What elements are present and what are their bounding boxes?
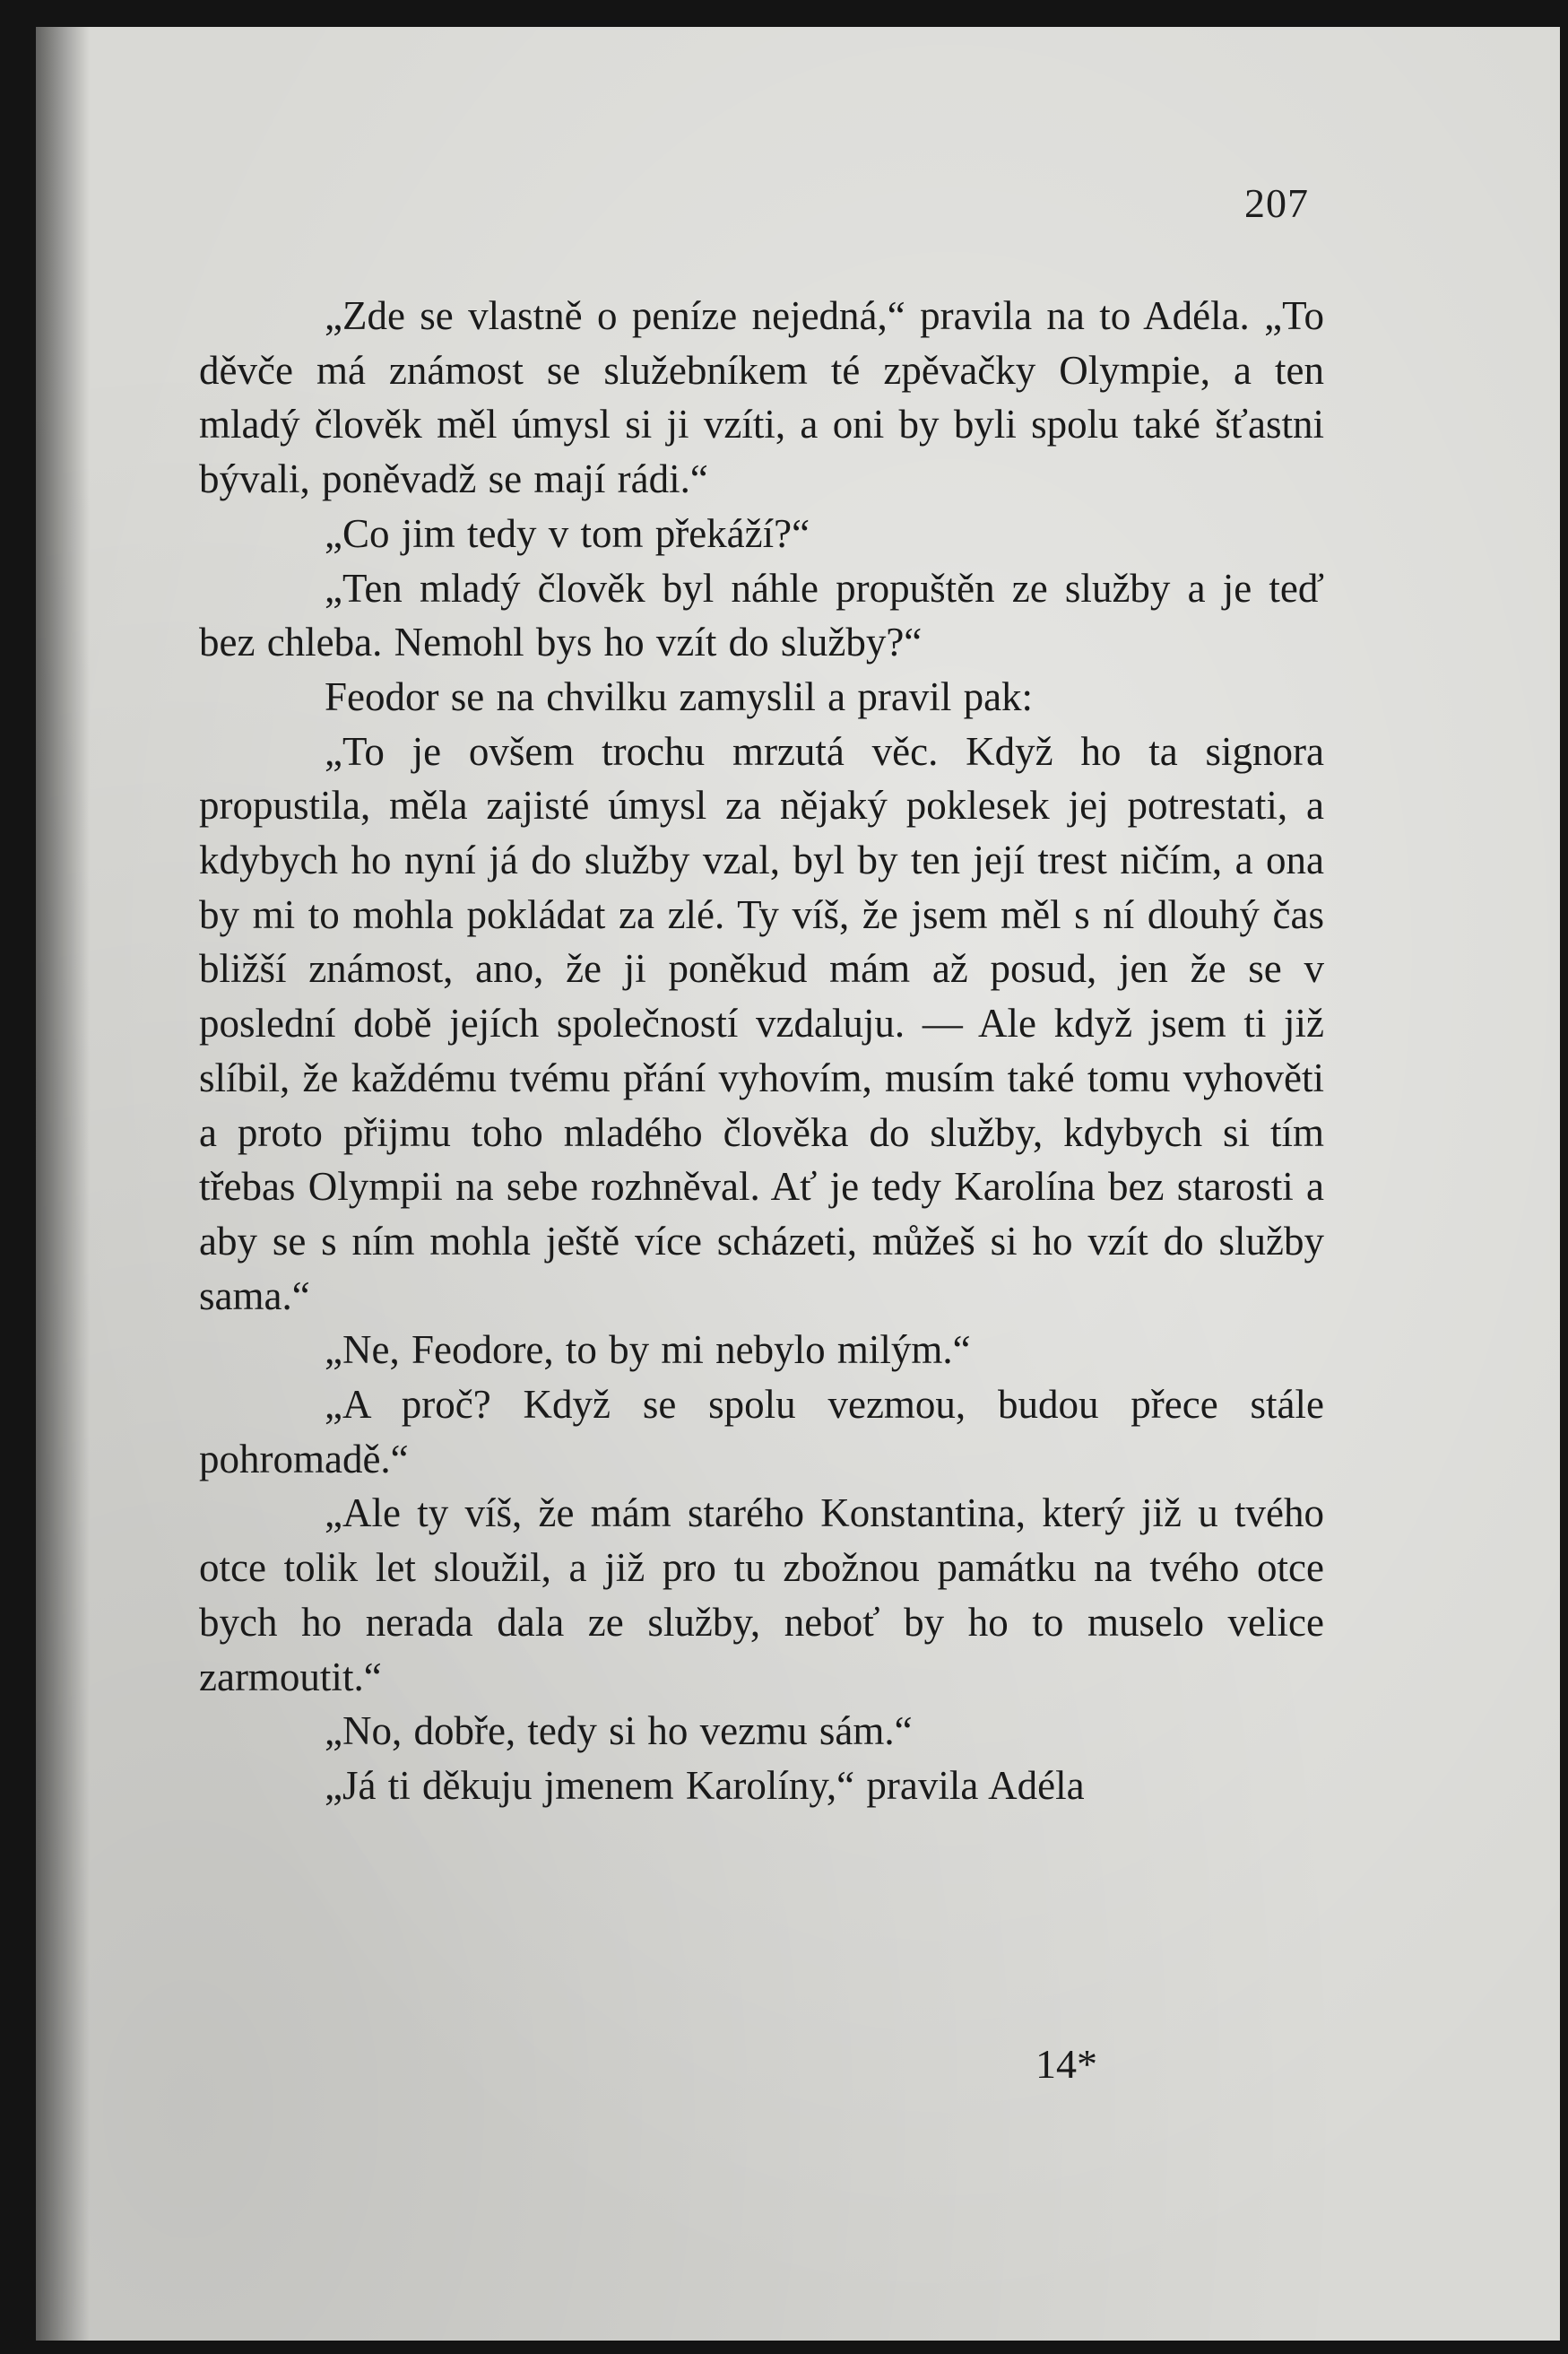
paragraph: „Zde se vlastně o peníze nejedná,“ pravila na to Adéla. „To děvče má známost se služebníkem té zpěvačky Olympie, a ten mladý člověk měl úmysl si ji vzíti, a oni by byli spolu také šťastni bývali, poněvadž se mají rádi.“	[199, 293, 1324, 502]
paragraph: „A proč? Když se spolu vezmou, budou přece stále pohromadě.“	[199, 1382, 1324, 1481]
printer-signature-mark: 14*	[1035, 2041, 1097, 2087]
body-text	[199, 289, 1324, 1813]
page-number: 207	[1244, 180, 1309, 226]
paragraph: „No, dobře, tedy si ho vezmu sám.“	[325, 1708, 913, 1754]
paragraph: „Já ti děkuju jmenem Karolíny,“ pravila Adéla	[325, 1762, 1085, 1808]
paragraph: „To je ovšem trochu mrzutá věc. Když ho ta signora propustila, měla zajisté úmysl za nějaký poklesek jej potrestati, a kdybych ho nyní já do služby vzal, byl by ten její trest ničím, a ona by mi to mohla pokládat za zlé. Ty víš, že jsem měl s ní dlouhý čas bližší známost, ano, že ji poněkud mám až posud, jen že se v poslední době jejích společností vzdaluju. — Ale když jsem ti již slíbil, že každému tvému přání vyhovím, musím také tomu vyhověti a proto přijmu toho mladého člověka do služby, kdybych si tím třebas Olympii na sebe rozhněval. Ať je tedy Karolína bez starosti a aby se s ním mohla ještě více scházeti, můžeš si ho vzít do služby sama.“	[199, 728, 1324, 1318]
paragraph: „Ale ty víš, že mám starého Konstantina, který již u tvého otce tolik let sloužil, a již pro tu zbožnou památku na tvého otce bych ho nerada dala ze služby, neboť by ho to muselo velice zarmoutit.“	[199, 1490, 1324, 1699]
binding-shadow	[36, 27, 90, 2341]
paragraph: „Ne, Feodore, to by mi nebylo milým.“	[325, 1327, 971, 1373]
paragraph: „Ten mladý člověk byl náhle propuštěn ze služby a je teď bez chleba. Nemohl bys ho vzít do služby?“	[199, 565, 1324, 665]
paragraph: Feodor se na chvilku zamyslil a pravil pak:	[325, 673, 1034, 719]
paragraph: „Co jim tedy v tom překáží?“	[325, 510, 810, 556]
